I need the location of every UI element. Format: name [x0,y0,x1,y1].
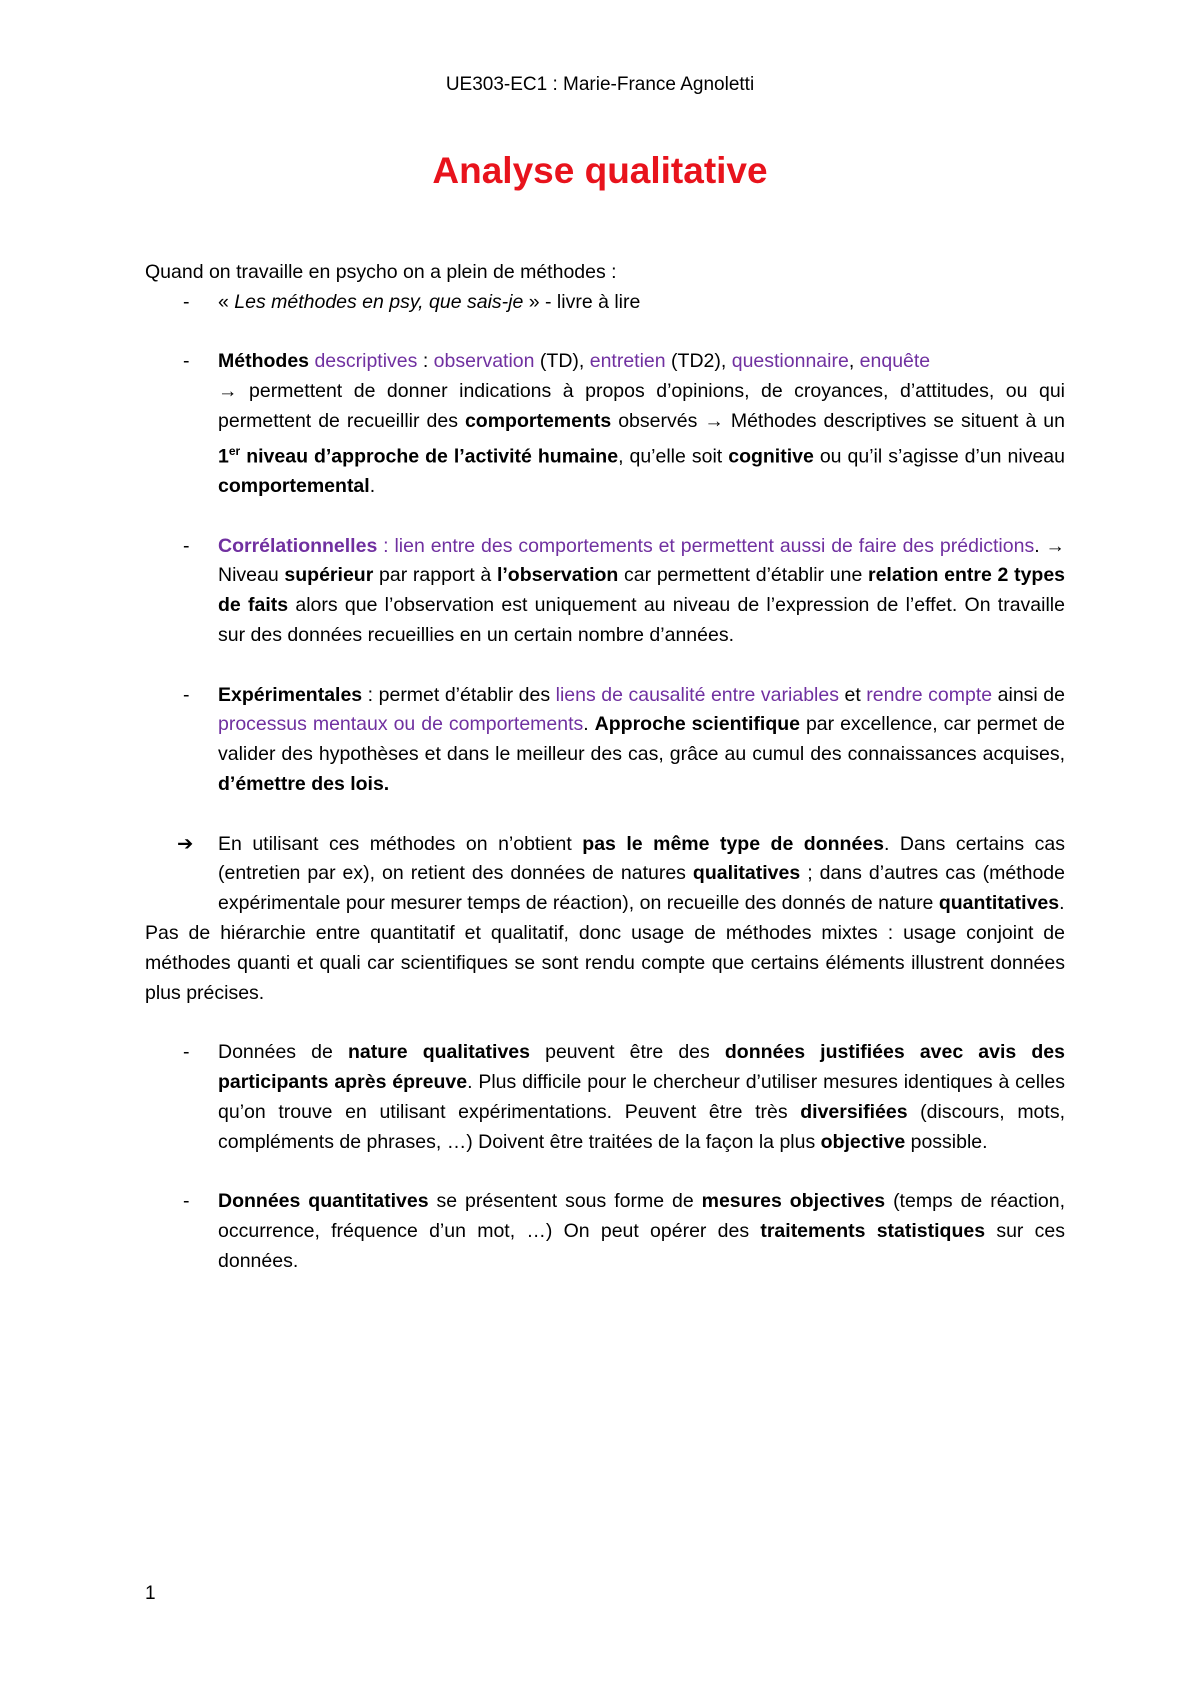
text-run: alors que l’observation est uniquement au niveau de l’expression de l’effet. On travaille sur des données recueillies en un certain nombre d’années. [218,594,1065,647]
text-run: (temps de réaction, occurrence, fréquence d’un mot, …) On peut opérer des [218,1190,1065,1242]
text-run: 1 [218,445,229,468]
text-run: . Plus difficile pour le chercheur d’utiliser mesures identiques à celles qu’on trouve en utilisant expérimentations. Peuvent être très [218,1071,1065,1123]
text-run: (discours, mots, compléments de phrases, …) Doivent être traitées de la façon la plus [218,1100,1065,1153]
text-run: relation entre 2 types de faits [218,564,1066,617]
text-run: . [1059,892,1065,915]
text-run: par excellence, car permet de valider des hypothèses et dans le meilleur des cas, grâce au cumul des connaissances acquises, [218,713,1066,766]
list-item-qualitatives [145,1038,1065,1157]
text-run: enquête [859,350,931,373]
text-run: . Dans certains cas (entretien par ex), on retient des données de natures [218,832,1065,885]
list-item-experimentales [145,681,1065,800]
text-run: nature qualitatives [347,1041,530,1064]
page-number: 1 [145,1583,156,1604]
text-run: (TD), [534,350,590,373]
text-run: par rapport à [373,564,497,587]
text-run: . [583,713,595,736]
dash-bullet: - [183,1041,190,1064]
text-run: : permet d’établir des [362,683,556,706]
text-run: sur ces données. [218,1220,1065,1272]
text-run: quantitatives [938,892,1060,915]
text-run: possible. [905,1130,988,1153]
text-run: . [369,475,376,498]
arrow-bullet-icon: ➔ [177,832,194,855]
text-run: cognitive [728,445,814,468]
text-run: questionnaire [731,350,849,373]
spacer [145,1008,1065,1038]
text-run: → permettent de donner indications à propos d’opinions, de croyances, d’attitudes, ou qui permettent de recueillir des [218,380,1065,432]
dash-bullet: - [183,1190,190,1213]
text-run: Expérimentales [218,683,363,706]
text-run: niveau d’approche de l’activité humaine [240,445,619,468]
text-run: objective [820,1130,906,1153]
text-run: car permettent d’établir une [618,564,868,587]
text-run: liens de causalité entre variables [555,683,839,706]
text-run: comportements [464,409,612,432]
text-run: , qu’elle soit [618,445,729,468]
list-item-quantitatives [145,1187,1065,1276]
text-run: se présentent sous forme de [428,1190,702,1213]
book-close-text: » - livre à lire [523,290,641,313]
text-run: ou qu’il s’agisse d’un niveau [813,445,1065,468]
text-run: ; dans d’autres cas (méthode expérimentale pour mesurer temps de réaction), on recueille des donnés de nature [218,862,1065,915]
text-run: peuvent être des [529,1041,725,1064]
dash-bullet: - [183,683,190,706]
document-title: Analyse qualitative [432,150,768,191]
text-run: (TD2), [665,350,732,373]
text-run: et [838,683,867,706]
text-run: pas le même type de données [582,832,884,855]
document-body [145,258,1065,1277]
superscript: er [228,443,241,458]
text-run: Approche scientifique [594,713,800,736]
text-run: En utilisant ces méthodes on n’obtient [218,832,583,855]
text-run: traitements statistiques [760,1220,986,1242]
text-run: comportemental [218,475,370,498]
text-run: Données de [218,1041,348,1064]
text-run: mesures objectives [701,1190,886,1213]
text-run: : [417,350,434,373]
dash-bullet: - [183,290,190,313]
hierarchie-paragraph: Pas de hiérarchie entre quantitatif et qualitatif, donc usage de méthodes mixtes : usage conjoint de méthodes quanti et quali car scientifiques se sont rendu compte que certains éléments illustrent données plus précises. [145,922,1065,1004]
spacer [145,800,1065,830]
dash-bullet: - [183,350,190,373]
text-run: rendre compte [866,683,993,706]
list-item-book [145,288,1065,318]
text-run: d’émettre des lois. [218,773,390,796]
text-run: descriptives [314,350,418,373]
spacer [145,651,1065,681]
text-run: , [848,350,860,373]
text-run: . → Niveau [218,534,1065,587]
book-open-quote: « [218,290,235,313]
text-run: observation [433,350,535,373]
intro-line: Quand on travaille en psycho on a plein de méthodes : [145,261,617,283]
text-run: processus mentaux ou de comportements [218,713,584,736]
spacer [145,1157,1065,1187]
list-item-correlationnelles [145,532,1065,651]
text-run: Données quantitatives [218,1190,429,1213]
list-item-conclusion [145,830,1065,919]
spacer [145,318,1065,348]
text-run: Corrélationnelles [218,534,378,557]
text-run: Méthodes [218,350,310,373]
text-run: entretien [589,350,666,373]
text-run: ainsi de [992,683,1065,706]
spacer [145,502,1065,532]
dash-bullet: - [183,534,190,557]
text-run: supérieur [284,564,374,587]
text-run: données justifiées avec avis des participants après épreuve [218,1041,1065,1094]
text-run: l’observation [496,564,619,587]
text-run: qualitatives [692,862,801,885]
book-title: Les méthodes en psy, que sais-je [234,290,524,313]
text-run: diversifiées [800,1100,908,1123]
list-item-descriptives [145,347,1065,501]
page-header: UE303-EC1 : Marie-France Agnoletti [445,74,755,95]
text-run: : lien entre des comportements et permettent aussi de faire des prédictions [377,534,1035,557]
text-run: observés → Méthodes descriptives se situent à un [611,409,1065,432]
